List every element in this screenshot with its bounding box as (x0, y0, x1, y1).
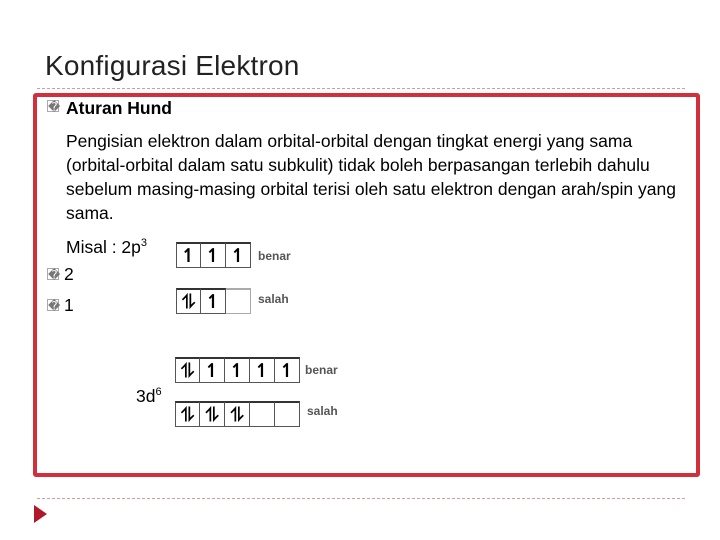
slide-title: Konfigurasi Elektron (45, 50, 300, 81)
orbital-box: ↿ (201, 242, 226, 268)
label-correct: benar (305, 363, 338, 377)
orbital-box: ↿ (275, 357, 300, 383)
hund-definition: Pengisian elektron dalam orbital-orbital dengan tingkat energi yang sama (orbital-orbital dalam satu subkulit) tidak boleh berpasangan terlebih dahulu sebelum masing-masing orbital terisi oleh satu elektron dengan arah/spin yang sama. (66, 131, 676, 223)
orbital-box: ↿ (200, 357, 225, 383)
orbital-box (275, 401, 300, 427)
d-label-text: 3d (136, 386, 156, 406)
orbital-box: ⥮ (175, 357, 200, 383)
orbital-box: ⥮ (225, 401, 250, 427)
orbital-box: ↿ (226, 242, 251, 268)
orbital-box: ⥮ (176, 288, 201, 314)
orbital-box: ⥮ (175, 401, 200, 427)
orbital-diagram-p-wrong (176, 288, 251, 314)
bullet-item-1: 1 (64, 295, 74, 315)
bullet-icon: � (48, 299, 61, 313)
label-wrong: salah (258, 292, 289, 306)
orbital-box: ⥮ (200, 401, 225, 427)
label-wrong: salah (307, 404, 338, 418)
bullet-icon: � (48, 268, 61, 282)
bullet-icon: � (48, 100, 61, 114)
orbital-box (250, 401, 275, 427)
example-label (66, 235, 147, 259)
next-slide-arrow-icon[interactable] (34, 505, 47, 523)
example-superscript: 3 (140, 237, 148, 249)
orbital-box: ↿ (250, 357, 275, 383)
d-orbital-label (136, 384, 162, 408)
orbital-box: ↿ (225, 357, 250, 383)
d-label-superscript: 6 (155, 386, 162, 398)
orbital-diagram-d-wrong (175, 401, 300, 427)
title-divider (37, 88, 685, 89)
orbital-box (226, 288, 251, 314)
example-prefix: Misal : 2p (66, 237, 141, 257)
orbital-box: ↿ (201, 288, 226, 314)
bullet-item-2: 2 (64, 264, 74, 284)
orbital-diagram-p-correct (176, 242, 251, 268)
label-correct: benar (258, 249, 291, 263)
footer-divider (37, 498, 685, 499)
heading-aturan-hund: Aturan Hund (66, 98, 172, 118)
orbital-box: ↿ (176, 242, 201, 268)
orbital-diagram-d-correct (175, 357, 300, 383)
